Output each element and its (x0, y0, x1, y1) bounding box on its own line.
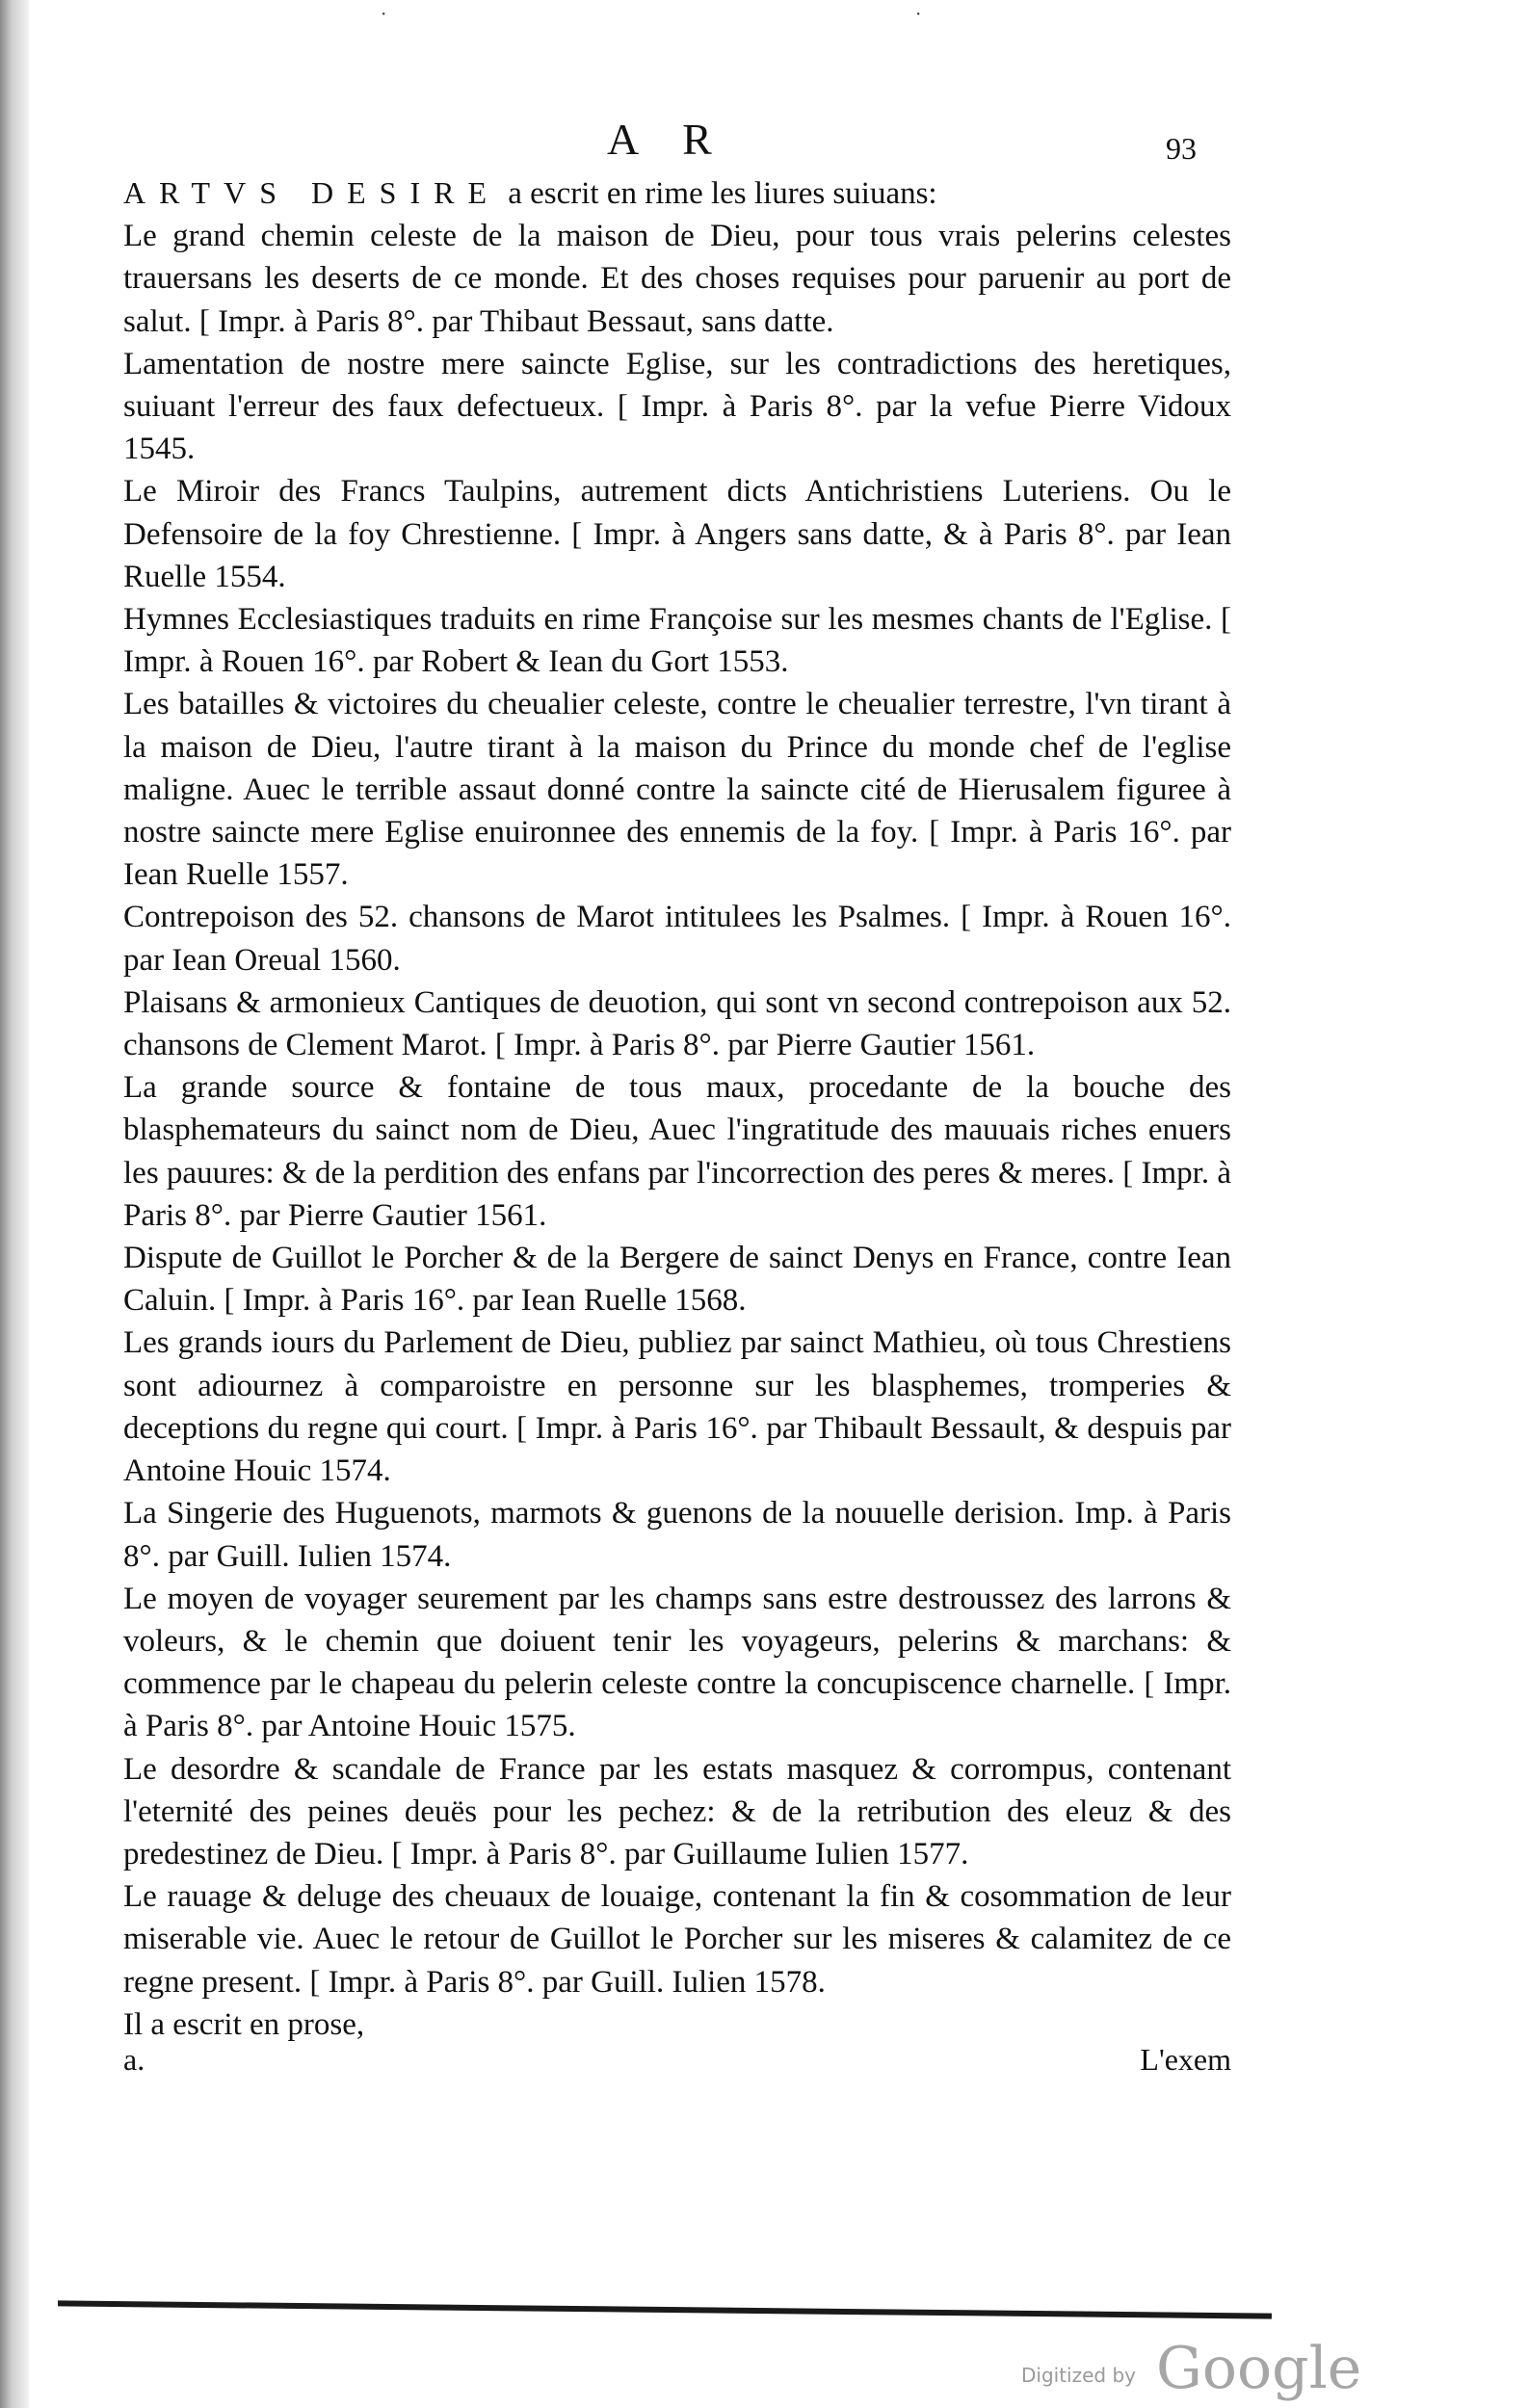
bibliography-entry: Lamentation de nostre mere saincte Eglise, sur les contradictions des heretiques, suiuant l'erreur des faux defectueux. [ Impr. à Paris 8°. par la vefue Pierre Vidoux 1545. (123, 346, 1231, 467)
bibliography-entry: Le Miroir des Francs Taulpins, autrement dicts Antichristiens Luteriens. Ou le Defensoire de la foy Chrestienne. [ Impr. à Angers sans datte, & à Paris 8°. par Iean Ruelle 1554. (123, 474, 1231, 594)
bibliography-entry: Le desordre & scandale de France par les estats masquez & corrompus, contenant l'eternité des peines deuës pour les pechez: & de la retribution des eleuz & des predestinez de Dieu. [ Impr. à Paris 8°. par Guillaume Iulien 1577. (123, 1751, 1231, 1871)
bibliography-entry: Les batailles & victoires du cheualier celeste, contre le cheualier terrestre, l'vn tirant à la maison de Dieu, l'autre tirant à la maison du Prince du monde chef de l'eglise maligne. Auec le terrible assaut donné contre la saincte cité de Hierusalem figuree à nostre saincte mere Eglise enuironnee des ennemis de la foy. [ Impr. à Paris 16°. par Iean Ruelle 1557. (123, 687, 1231, 893)
author-name: ARTVS DESIRE (123, 175, 500, 210)
digitized-label: Digitized by (1021, 2364, 1136, 2387)
digitized-by-watermark (1021, 2335, 1426, 2402)
bibliography-entry: La grande source & fontaine de tous maux, procedante de la bouche des blasphemateurs du sainct nom de Dieu, Auec l'ingratitude des mauuais riches enuers les pauures: & de la perdition des enfans par l'incorrection des peres & meres. [ Impr. à Paris 8°. par Pierre Gautier 1561. (123, 1070, 1231, 1233)
page-header (0, 114, 1528, 171)
top-margin-mark: · (915, 2, 922, 25)
bibliography-entry: Le rauage & deluge des cheuaux de louaige, contenant la fin & cosommation de leur miserable vie. Auec le retour de Guillot le Porcher sur les miseres & calamitez de ce regne present. [ Impr. à Paris 8°. par Guill. Iulien 1578. (123, 1879, 1231, 2000)
bibliography-entry: Plaisans & armonieux Cantiques de deuotion, qui sont vn second contrepoison aux 52. chansons de Clement Marot. [ Impr. à Paris 8°. par Pierre Gautier 1561. (123, 984, 1231, 1063)
bibliography-entry: Les grands iours du Parlement de Dieu, publiez par sainct Mathieu, où tous Chrestiens sont adiournez à comparoistre en personne sur les blasphemes, tromperies & deceptions du regne qui court. [ Impr. à Paris 16°. par Thibault Bessault, & despuis par Antoine Houic 1574. (123, 1325, 1231, 1489)
page-footer-line (123, 2042, 1231, 2081)
top-margin-mark: · (381, 2, 387, 25)
page-number: 93 (1166, 131, 1197, 166)
bibliography-entry: Contrepoison des 52. chansons de Marot intitulees les Psalmes. [ Impr. à Rouen 16°. par Iean Oreual 1560. (123, 900, 1231, 978)
bibliography-entry: Le moyen de voyager seurement par les champs sans estre destroussez des larrons & voleurs, & le chemin que doiuent tenir les voyageurs, pelerins & marchans: & commence par le chapeau du pelerin celeste contre la concupiscence charnelle. [ Impr. à Paris 8°. par Antoine Houic 1575. (123, 1581, 1231, 1744)
google-logo: Google (1156, 2335, 1362, 2402)
author-intro-text: a escrit en rime les liures suiuans: (508, 176, 937, 211)
author-intro (123, 171, 1231, 215)
bibliography-entry: Hymnes Ecclesiastiques traduits en rime Françoise sur les mesmes chants de l'Eglise. [ Impr. à Rouen 16°. par Robert & Iean du Gort 1553. (123, 602, 1231, 680)
page-left-edge-shadow (0, 0, 29, 2408)
bibliography-text (123, 171, 1231, 2046)
signature-mark: a. (123, 2042, 145, 2077)
running-head: A R (607, 115, 729, 164)
prose-note: Il a escrit en prose, (123, 2006, 365, 2042)
bottom-scan-edge (58, 2300, 1272, 2318)
bibliography-entry: Dispute de Guillot le Porcher & de la Bergere de sainct Denys en France, contre Iean Caluin. [ Impr. à Paris 16°. par Iean Ruelle 1568. (123, 1241, 1231, 1319)
catchword: L'exem (1140, 2042, 1231, 2077)
bibliography-entry: Le grand chemin celeste de la maison de Dieu, pour tous vrais pelerins celestes trauersans les deserts de ce monde. Et des choses requises pour paruenir au port de salut. [ Impr. à Paris 8°. par Thibaut Bessaut, sans datte. (123, 219, 1231, 339)
bibliography-entry: La Singerie des Huguenots, marmots & guenons de la nouuelle derision. Imp. à Paris 8°. par Guill. Iulien 1574. (123, 1496, 1231, 1574)
